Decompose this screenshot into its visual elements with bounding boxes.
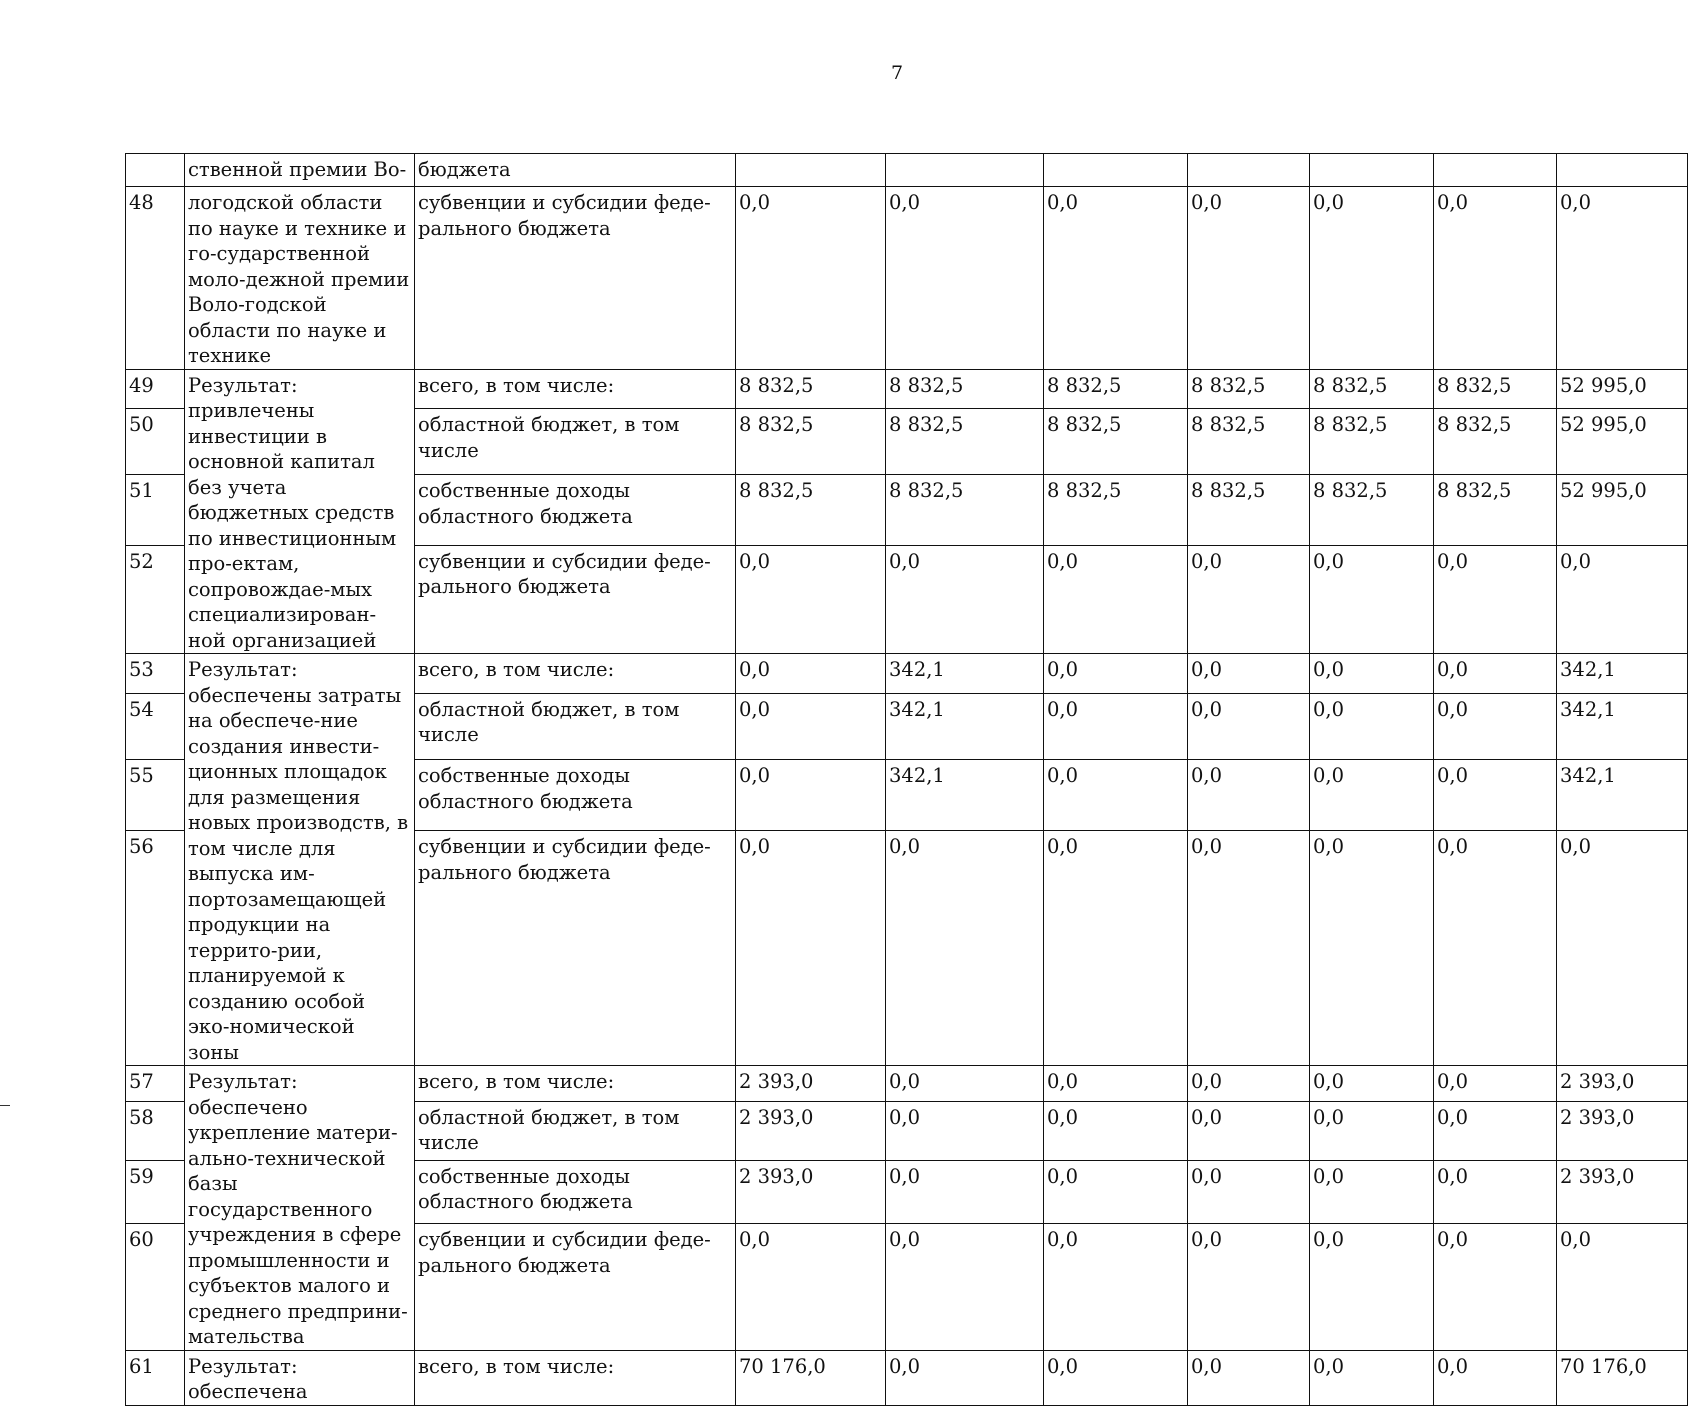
year-value: 0,0 xyxy=(1188,1160,1310,1224)
year-value: 0,0 xyxy=(1044,545,1188,653)
total-value: 70 176,0 xyxy=(1557,1350,1688,1405)
year-value: 0,0 xyxy=(1310,1350,1434,1405)
year-value: 0,0 xyxy=(1044,1350,1188,1405)
funding-source: областной бюджет, в том числе xyxy=(415,409,736,475)
row-number: 54 xyxy=(126,693,185,759)
result-description: ственной премии Во- xyxy=(185,154,415,187)
year-value: 0,0 xyxy=(1188,1350,1310,1405)
year-value xyxy=(736,154,886,187)
table-row xyxy=(126,654,1688,694)
year-value: 8 832,5 xyxy=(1188,475,1310,546)
year-value: 342,1 xyxy=(886,654,1044,694)
year-value: 8 832,5 xyxy=(736,369,886,409)
total-value: 2 393,0 xyxy=(1557,1101,1688,1160)
row-number: 56 xyxy=(126,831,185,1066)
year-value: 0,0 xyxy=(1044,1224,1188,1350)
year-value: 0,0 xyxy=(1044,693,1188,759)
year-value: 0,0 xyxy=(736,545,886,653)
year-value: 0,0 xyxy=(1188,760,1310,831)
funding-source: собственные доходы областного бюджета xyxy=(415,1160,736,1224)
row-number: 48 xyxy=(126,187,185,370)
total-value: 342,1 xyxy=(1557,760,1688,831)
year-value xyxy=(1310,154,1434,187)
year-value: 0,0 xyxy=(736,1224,886,1350)
year-value: 0,0 xyxy=(1188,1101,1310,1160)
funding-source: бюджета xyxy=(415,154,736,187)
year-value: 8 832,5 xyxy=(1044,369,1188,409)
year-value: 70 176,0 xyxy=(736,1350,886,1405)
result-description: Результат: обеспечены затраты на обеспече-ние создания инвести-ционных площадок для размещения новых производств, в том числе для выпуска им-портозамещающей продукции на террито-рии, планируемой к созданию особой эко-номической зоны xyxy=(185,654,415,1066)
year-value: 0,0 xyxy=(736,654,886,694)
funding-source: субвенции и субсидии феде-рального бюджета xyxy=(415,545,736,653)
year-value: 0,0 xyxy=(736,187,886,370)
total-value: 52 995,0 xyxy=(1557,409,1688,475)
funding-source: субвенции и субсидии феде-рального бюджета xyxy=(415,1224,736,1350)
year-value: 0,0 xyxy=(1044,1160,1188,1224)
year-value: 0,0 xyxy=(1044,831,1188,1066)
row-number: 50 xyxy=(126,409,185,475)
row-number: 59 xyxy=(126,1160,185,1224)
total-value: 0,0 xyxy=(1557,187,1688,370)
year-value: 0,0 xyxy=(1310,1066,1434,1102)
funding-source: областной бюджет, в том числе xyxy=(415,693,736,759)
year-value: 0,0 xyxy=(1188,1224,1310,1350)
total-value: 342,1 xyxy=(1557,693,1688,759)
year-value: 0,0 xyxy=(1310,1224,1434,1350)
year-value: 8 832,5 xyxy=(886,475,1044,546)
table-row xyxy=(126,154,1688,187)
year-value: 0,0 xyxy=(1434,760,1557,831)
margin-mark xyxy=(0,1105,10,1106)
year-value: 8 832,5 xyxy=(1044,409,1188,475)
year-value: 0,0 xyxy=(1310,693,1434,759)
year-value: 0,0 xyxy=(1310,545,1434,653)
year-value: 0,0 xyxy=(1188,545,1310,653)
row-number: 53 xyxy=(126,654,185,694)
year-value: 0,0 xyxy=(1434,1350,1557,1405)
year-value: 2 393,0 xyxy=(736,1160,886,1224)
year-value: 8 832,5 xyxy=(1310,475,1434,546)
year-value: 0,0 xyxy=(1310,654,1434,694)
year-value: 0,0 xyxy=(1434,545,1557,653)
year-value: 8 832,5 xyxy=(1310,369,1434,409)
row-number: 61 xyxy=(126,1350,185,1405)
row-number: 52 xyxy=(126,545,185,653)
year-value: 0,0 xyxy=(1044,1066,1188,1102)
year-value: 8 832,5 xyxy=(1434,475,1557,546)
row-number: 60 xyxy=(126,1224,185,1350)
year-value: 342,1 xyxy=(886,693,1044,759)
year-value: 0,0 xyxy=(886,1066,1044,1102)
row-number: 58 xyxy=(126,1101,185,1160)
year-value: 0,0 xyxy=(1434,693,1557,759)
year-value: 0,0 xyxy=(1434,654,1557,694)
year-value: 2 393,0 xyxy=(736,1101,886,1160)
result-description: Результат: обеспечена xyxy=(185,1350,415,1405)
year-value: 0,0 xyxy=(1044,1101,1188,1160)
total-value: 0,0 xyxy=(1557,1224,1688,1350)
result-description: логодской области по науке и технике и го-сударственной моло-дежной премии Воло-годской области по науке и технике xyxy=(185,187,415,370)
year-value: 0,0 xyxy=(1434,1066,1557,1102)
year-value xyxy=(886,154,1044,187)
funding-source: собственные доходы областного бюджета xyxy=(415,475,736,546)
year-value: 8 832,5 xyxy=(1188,369,1310,409)
year-value xyxy=(1044,154,1188,187)
year-value: 0,0 xyxy=(1310,187,1434,370)
funding-source: областной бюджет, в том числе xyxy=(415,1101,736,1160)
funding-source: субвенции и субсидии феде-рального бюджета xyxy=(415,187,736,370)
funding-source: субвенции и субсидии феде-рального бюджета xyxy=(415,831,736,1066)
year-value: 0,0 xyxy=(736,831,886,1066)
table-row xyxy=(126,187,1688,370)
row-number xyxy=(126,154,185,187)
row-number: 55 xyxy=(126,760,185,831)
year-value xyxy=(1434,154,1557,187)
year-value: 8 832,5 xyxy=(1044,475,1188,546)
total-value: 0,0 xyxy=(1557,545,1688,653)
year-value: 8 832,5 xyxy=(1188,409,1310,475)
year-value xyxy=(1188,154,1310,187)
year-value: 0,0 xyxy=(886,187,1044,370)
result-description: Результат: обеспечено укрепление матери-ально-технической базы государственного учреждения в сфере промышленности и субъектов малого и среднего предприни-мательства xyxy=(185,1066,415,1351)
table-row xyxy=(126,1066,1688,1102)
table-row xyxy=(126,369,1688,409)
year-value: 0,0 xyxy=(1434,1224,1557,1350)
total-value: 0,0 xyxy=(1557,831,1688,1066)
year-value: 0,0 xyxy=(1044,760,1188,831)
year-value: 0,0 xyxy=(1188,654,1310,694)
year-value: 2 393,0 xyxy=(736,1066,886,1102)
funding-source: всего, в том числе: xyxy=(415,1350,736,1405)
year-value: 8 832,5 xyxy=(736,409,886,475)
total-value: 52 995,0 xyxy=(1557,369,1688,409)
year-value: 8 832,5 xyxy=(886,409,1044,475)
year-value: 8 832,5 xyxy=(1434,369,1557,409)
year-value: 0,0 xyxy=(886,545,1044,653)
year-value: 0,0 xyxy=(1188,693,1310,759)
year-value: 8 832,5 xyxy=(736,475,886,546)
year-value: 0,0 xyxy=(1310,760,1434,831)
row-number: 51 xyxy=(126,475,185,546)
year-value: 0,0 xyxy=(886,1224,1044,1350)
total-value xyxy=(1557,154,1688,187)
total-value: 2 393,0 xyxy=(1557,1160,1688,1224)
row-number: 57 xyxy=(126,1066,185,1102)
total-value: 342,1 xyxy=(1557,654,1688,694)
total-value: 2 393,0 xyxy=(1557,1066,1688,1102)
year-value: 0,0 xyxy=(1310,831,1434,1066)
year-value: 0,0 xyxy=(1044,187,1188,370)
budget-table xyxy=(125,153,1688,1406)
year-value: 0,0 xyxy=(1434,1101,1557,1160)
result-description: Результат: привлечены инвестиции в основной капитал без учета бюджетных средств по инвестиционным про-ектам, сопровождае-мых специализирован-ной организацией xyxy=(185,369,415,654)
page-number: 7 xyxy=(890,62,904,84)
year-value: 0,0 xyxy=(1044,654,1188,694)
year-value: 0,0 xyxy=(1434,187,1557,370)
total-value: 52 995,0 xyxy=(1557,475,1688,546)
year-value: 0,0 xyxy=(736,693,886,759)
funding-source: всего, в том числе: xyxy=(415,369,736,409)
year-value: 0,0 xyxy=(736,760,886,831)
year-value: 8 832,5 xyxy=(886,369,1044,409)
year-value: 0,0 xyxy=(1310,1101,1434,1160)
year-value: 0,0 xyxy=(1434,831,1557,1066)
year-value: 342,1 xyxy=(886,760,1044,831)
year-value: 8 832,5 xyxy=(1434,409,1557,475)
funding-source: всего, в том числе: xyxy=(415,1066,736,1102)
year-value: 0,0 xyxy=(1188,187,1310,370)
funding-source: всего, в том числе: xyxy=(415,654,736,694)
year-value: 0,0 xyxy=(886,1160,1044,1224)
year-value: 0,0 xyxy=(886,831,1044,1066)
year-value: 0,0 xyxy=(886,1350,1044,1405)
funding-source: собственные доходы областного бюджета xyxy=(415,760,736,831)
table-row xyxy=(126,1350,1688,1405)
year-value: 0,0 xyxy=(1310,1160,1434,1224)
year-value: 0,0 xyxy=(1188,831,1310,1066)
row-number: 49 xyxy=(126,369,185,409)
year-value: 0,0 xyxy=(886,1101,1044,1160)
year-value: 0,0 xyxy=(1434,1160,1557,1224)
year-value: 0,0 xyxy=(1188,1066,1310,1102)
year-value: 8 832,5 xyxy=(1310,409,1434,475)
